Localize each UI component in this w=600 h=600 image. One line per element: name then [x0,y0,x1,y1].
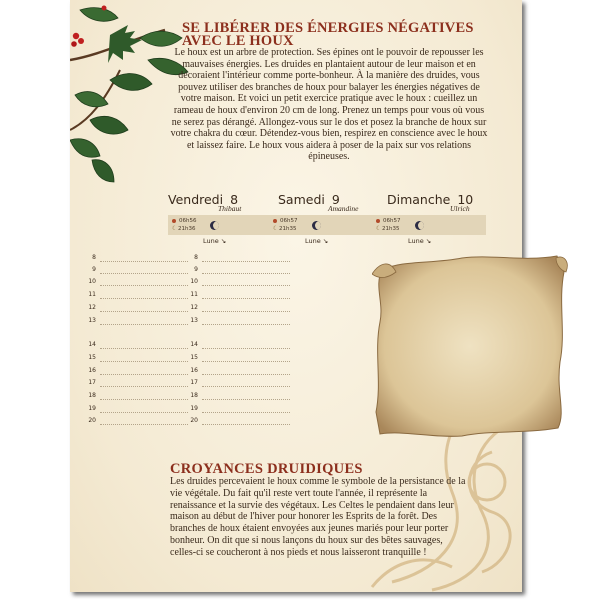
hour-slot-line[interactable] [100,348,188,349]
hour-slot-line[interactable] [100,361,188,362]
hour-slot-line[interactable] [100,412,188,413]
hour-label: 20 [190,417,198,424]
moon-direction-saturday: Lune ↘ [305,237,329,245]
day-number: 10 [457,192,474,207]
hour-label: 13 [88,317,96,324]
sun-times-friday: 06h56 ☾21h36 [172,218,197,232]
day-header-friday [168,189,242,213]
hour-slot-line[interactable] [100,324,188,325]
day-header-sunday [387,189,474,213]
saint-name: Amandine [328,204,359,213]
hour-label: 10 [88,278,96,285]
saint-name: Ulrich [450,204,470,213]
hour-label: 16 [88,367,96,374]
hour-label: 18 [88,392,96,399]
hour-slot-line[interactable] [100,298,188,299]
beliefs-title: CROYANCES DRUIDIQUES [170,461,363,477]
day-name: Vendredi [168,192,224,207]
hour-slot-line[interactable] [100,273,188,274]
hour-slot-line[interactable] [202,361,290,362]
day-header-saturday [278,189,359,213]
hour-slot-line[interactable] [202,298,290,299]
hour-slot-line[interactable] [100,311,188,312]
hour-label: 12 [88,304,96,311]
moon-phase-icon [312,221,321,230]
sunrise-icon [273,219,277,223]
hour-slot-line[interactable] [202,374,290,375]
hour-label: 18 [190,392,198,399]
planner-page [70,0,522,592]
day-name: Samedi [278,192,325,207]
hour-label: 8 [92,254,96,261]
hour-label: 10 [190,278,198,285]
hour-slot-line[interactable] [202,386,290,387]
hour-slot-line[interactable] [202,399,290,400]
hour-slot-line[interactable] [100,285,188,286]
hour-label: 17 [190,379,198,386]
hour-label: 9 [92,266,96,273]
hour-label: 12 [190,304,198,311]
moon-crescent-icon: ☾ [273,225,279,232]
moon-direction-sunday: Lune ↘ [408,237,432,245]
beliefs-text: Les druides percevaient le houx comme le symbole de la persistance de la vie végétale. Du fait qu'il reste vert toute l'année, il représente la renaissance et la survie des végétaux. Les Celtes le pendaient dans leur maison au début de l'hiver pour honorer les Esprits de la forêt. Des branches de houx étaient envoyées aux jeunes mariés pour leur porter bonheur. On dit que si nous lançons du houx sur des bêtes sauvages, celles-ci se coucheront à nos pieds et nous laisseront tranquille ! [170,476,466,558]
hour-slot-line[interactable] [100,424,188,425]
intro-text: Le houx est un arbre de protection. Ses épines ont le pouvoir de repousser les mauvaises énergies. Les druides en plantaient autour de leur maison et en décoraient l'intérieur comme porte-bonheur. À la manière des druides, vous pouvez utiliser des branches de houx pour balayer les énergies négatives de votre maison. Et voici un petit exercice pratique avec le houx : cueillez un rameau de houx d'environ 20 cm de long. Prenez un temps pour vous où vous ne serez pas dérangé. Allongez-vous sur le dos et posez la branche de houx sur votre chakra du cœur. Détendez-vous bien, respirez en conscience avec le houx et laissez faire. Le houx vous aidera à poser de la paix sur vos relations épineuses. [170,47,488,163]
hour-label: 15 [190,354,198,361]
hour-label: 19 [88,405,96,412]
hour-slot-line[interactable] [202,324,290,325]
moon-phase-icon [415,221,424,230]
sun-times-saturday: 06h57 ☾21h35 [273,218,298,232]
hour-label: 15 [88,354,96,361]
hour-label: 19 [190,405,198,412]
hour-label: 11 [190,291,198,298]
hour-slot-line[interactable] [100,261,188,262]
hour-slot-line[interactable] [202,273,290,274]
hour-label: 13 [190,317,198,324]
hour-slot-line[interactable] [202,311,290,312]
hour-label: 14 [190,341,198,348]
hour-label: 9 [194,266,198,273]
parchment-notes-area[interactable] [372,252,568,438]
hour-label: 11 [88,291,96,298]
sun-times-sunday: 06h57 ☾21h35 [376,218,401,232]
hour-label: 17 [88,379,96,386]
hour-label: 20 [88,417,96,424]
day-number: 9 [331,192,340,207]
hour-label: 8 [194,254,198,261]
hour-slot-line[interactable] [202,424,290,425]
sunrise-icon [376,219,380,223]
hour-slot-line[interactable] [202,348,290,349]
sunrise-icon [172,219,176,223]
hour-label: 14 [88,341,96,348]
hour-label: 16 [190,367,198,374]
hour-slot-line[interactable] [202,285,290,286]
hour-slot-line[interactable] [202,412,290,413]
moon-crescent-icon: ☾ [376,225,382,232]
hour-slot-line[interactable] [100,386,188,387]
hour-slot-line[interactable] [202,261,290,262]
day-number: 8 [230,192,239,207]
day-name: Dimanche [387,192,451,207]
intro-title: SE LIBÉRER DES ÉNERGIES NÉGATIVES AVEC LE HOUX [182,20,474,49]
moon-phase-icon [210,221,219,230]
moon-direction-friday: Lune ↘ [203,237,227,245]
saint-name: Thibaut [218,204,242,213]
hour-slot-line[interactable] [100,374,188,375]
hour-slot-line[interactable] [100,399,188,400]
moon-crescent-icon: ☾ [172,225,178,232]
